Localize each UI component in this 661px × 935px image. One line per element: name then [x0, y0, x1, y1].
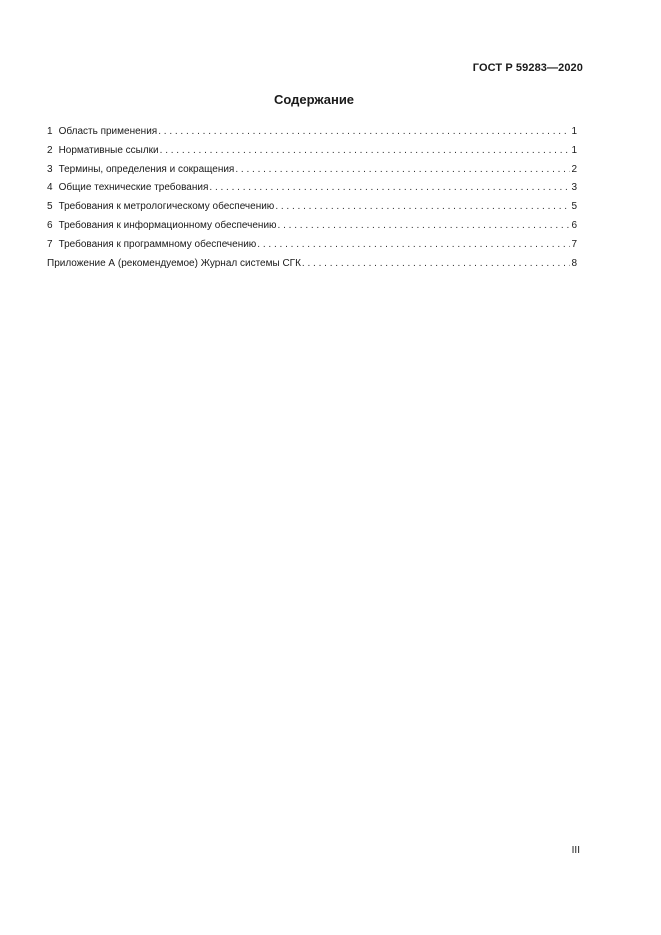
toc-item-page: 3	[571, 182, 577, 194]
toc-item-page: 1	[571, 126, 577, 137]
toc-item-page: 1	[571, 144, 577, 156]
toc-item-title: Термины, определения и сокращения	[58, 163, 235, 175]
toc-leader-dots	[209, 179, 570, 198]
toc-item-appendix-a[interactable]	[47, 255, 577, 274]
toc-item-title: Общие технические требования	[58, 182, 209, 194]
toc-item-number: 2	[47, 144, 53, 156]
toc-item-title: Нормативные ссылки	[58, 144, 159, 156]
toc-item-number: 7	[47, 238, 53, 250]
toc-item-information[interactable]	[47, 217, 577, 236]
toc-item-number: 6	[47, 219, 53, 231]
toc-item-terms[interactable]	[47, 161, 577, 180]
toc-item-number: 1	[47, 126, 53, 137]
toc-item-page: 7	[571, 238, 577, 250]
toc-leader-dots	[160, 142, 571, 161]
toc-item-number: 4	[47, 182, 53, 194]
toc-leader-dots	[257, 236, 570, 255]
toc-leader-dots	[158, 123, 570, 142]
toc-leader-dots	[278, 217, 571, 236]
toc-item-page: 6	[571, 219, 577, 231]
toc-item-title: Приложение А (рекомендуемое) Журнал системы СГК	[47, 257, 301, 269]
toc-item-general-requirements[interactable]	[47, 179, 577, 198]
toc-item-page: 5	[571, 201, 577, 213]
toc-leader-dots	[275, 198, 570, 217]
toc-item-metrology[interactable]	[47, 198, 577, 217]
toc-leader-dots	[235, 161, 570, 180]
toc-item-title: Область применения	[58, 126, 158, 137]
toc-item-page: 2	[571, 163, 577, 175]
toc-item-title: Требования к программному обеспечению	[58, 238, 257, 250]
toc-title: Содержание	[273, 92, 355, 107]
toc-item-number: 3	[47, 163, 53, 175]
toc-item-page: 8	[571, 257, 577, 269]
toc-item-scope[interactable]	[47, 123, 577, 142]
toc-item-software[interactable]	[47, 236, 577, 255]
table-of-contents	[47, 123, 577, 273]
toc-leader-dots	[302, 255, 571, 274]
page-number: III	[571, 845, 580, 856]
standard-code: ГОСТ Р 59283—2020	[472, 62, 583, 74]
toc-item-title: Требования к информационному обеспечению	[58, 219, 277, 231]
toc-item-normative-references[interactable]	[47, 142, 577, 161]
toc-item-number: 5	[47, 201, 53, 213]
toc-item-title: Требования к метрологическому обеспечению	[58, 201, 275, 213]
